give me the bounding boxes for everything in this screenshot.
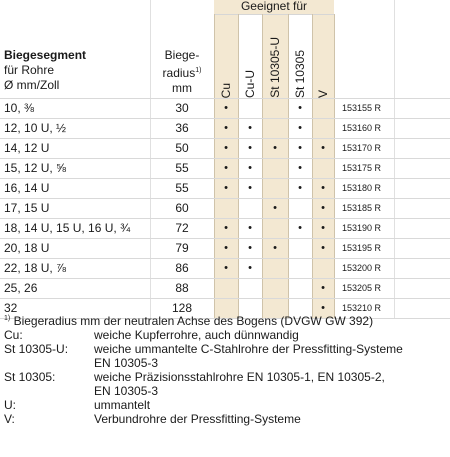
cell-v: • — [312, 239, 334, 258]
segment-header-title: Biegesegment — [4, 48, 87, 62]
abbreviation-key: V: — [4, 412, 15, 426]
col-divider — [312, 119, 313, 138]
abbreviation-key: St 10305: — [4, 370, 56, 384]
abbreviation-meaning — [94, 398, 444, 412]
cell-st10305u — [262, 99, 288, 118]
abbreviation-meaning — [94, 328, 444, 342]
cell-cu — [214, 279, 238, 298]
segment-header-sub2: Ø mm/Zoll — [4, 78, 60, 92]
col-divider — [394, 0, 395, 98]
col-divider — [214, 99, 215, 118]
cell-cu: • — [214, 219, 238, 238]
cell-cu: • — [214, 179, 238, 198]
cell-segment: 14, 12 U — [4, 141, 50, 155]
table-row — [0, 118, 450, 138]
col-divider — [288, 219, 289, 238]
col-divider — [312, 139, 313, 158]
radius-header-line1: Biege- — [164, 48, 200, 62]
col-label-cuu: Cu-U — [243, 69, 257, 98]
cell-st10305: • — [298, 142, 302, 154]
col-header-v — [312, 14, 334, 98]
col-divider — [334, 179, 335, 198]
cell-st10305u — [262, 179, 288, 198]
cell-st10305: • — [298, 162, 302, 174]
cell-cuu — [238, 279, 262, 298]
col-divider — [334, 219, 335, 238]
col-divider — [334, 139, 335, 158]
cell-radius: 60 — [175, 201, 189, 215]
col-divider — [334, 259, 335, 278]
col-label-st10305u: St 10305-U — [268, 37, 282, 98]
col-divider — [238, 139, 239, 158]
cell-st10305 — [288, 199, 312, 218]
col-divider — [238, 279, 239, 298]
table-row — [0, 238, 450, 258]
cell-article-code: 153205 R — [342, 283, 382, 293]
cell-st10305: • — [298, 182, 302, 194]
col-divider — [214, 179, 215, 198]
cell-cu: • — [214, 239, 238, 258]
col-divider — [312, 239, 313, 258]
col-divider — [288, 259, 289, 278]
abbreviation-meaning-line: weiche Präzisionsstahlrohre EN 10305-1, EN 10305-2, — [94, 370, 385, 384]
col-divider — [312, 179, 313, 198]
cell-radius: 36 — [175, 121, 189, 135]
col-divider — [312, 279, 313, 298]
col-divider — [262, 219, 263, 238]
cell-st10305u — [262, 159, 288, 178]
cell-st10305: • — [298, 122, 302, 134]
abbreviation-meaning — [94, 412, 444, 426]
notes-section — [4, 312, 444, 426]
cell-segment: 25, 26 — [4, 281, 38, 295]
abbreviation-item — [4, 398, 444, 412]
cell-radius: 50 — [175, 141, 189, 155]
cell-v — [312, 119, 334, 138]
cell-segment: 16, 14 U — [4, 181, 50, 195]
col-divider — [214, 239, 215, 258]
col-divider — [334, 119, 335, 138]
cell-radius: 86 — [175, 261, 189, 275]
abbreviation-item — [4, 412, 444, 426]
cell-cuu: • — [248, 262, 252, 274]
cell-v: • — [312, 279, 334, 298]
table-row — [0, 178, 450, 198]
col-divider — [334, 279, 335, 298]
abbreviation-meaning-line: weiche Kupferrohre, auch dünnwandig — [94, 328, 299, 342]
abbreviation-item — [4, 370, 444, 398]
col-label-v: V — [316, 89, 330, 98]
cell-article-code: 153160 R — [342, 123, 382, 133]
col-divider — [214, 159, 215, 178]
table-body — [0, 98, 450, 319]
cell-cuu: • — [248, 142, 252, 154]
col-divider — [288, 119, 289, 138]
abbreviation-meaning — [94, 342, 444, 370]
col-divider — [288, 159, 289, 178]
col-label-cu: Cu — [219, 82, 233, 98]
cell-v: • — [312, 299, 334, 318]
col-divider — [262, 239, 263, 258]
radius-column-header — [150, 48, 214, 96]
cell-st10305u: • — [262, 239, 288, 258]
col-divider — [334, 239, 335, 258]
col-divider — [288, 199, 289, 218]
col-divider — [262, 99, 263, 118]
col-divider — [312, 159, 313, 178]
col-divider — [312, 219, 313, 238]
abbreviation-key: Cu: — [4, 328, 23, 342]
col-divider — [262, 179, 263, 198]
cell-cu: • — [214, 139, 238, 158]
cell-st10305u: • — [262, 199, 288, 218]
cell-cu: • — [214, 159, 238, 178]
cell-cuu: • — [248, 182, 252, 194]
cell-segment: 10, ⅜ — [4, 101, 35, 115]
col-divider — [238, 239, 239, 258]
cell-segment: 18, 14 U, 15 U, 16 U, ¾ — [4, 221, 131, 235]
cell-article-code: 153185 R — [342, 203, 382, 213]
cell-cuu: • — [248, 242, 252, 254]
abbreviation-key: St 10305-U: — [4, 342, 69, 356]
abbreviation-item — [4, 342, 444, 370]
col-divider — [214, 279, 215, 298]
cell-article-code: 153175 R — [342, 163, 382, 173]
cell-radius: 55 — [175, 161, 189, 175]
col-divider — [214, 119, 215, 138]
cell-radius: 128 — [171, 301, 193, 315]
cell-v — [312, 259, 334, 278]
cell-article-code: 153190 R — [342, 223, 382, 233]
table-row — [0, 258, 450, 278]
cell-article-code: 153195 R — [342, 243, 382, 253]
abbreviation-list — [4, 328, 444, 426]
col-divider — [214, 199, 215, 218]
table-row — [0, 198, 450, 218]
cell-radius: 88 — [175, 281, 189, 295]
cell-article-code: 153155 R — [342, 103, 382, 113]
cell-cu: • — [214, 119, 238, 138]
radius-header-unit: mm — [172, 81, 192, 95]
abbreviation-meaning-line: EN 10305-3 — [94, 356, 159, 370]
cell-article-code: 153200 R — [342, 263, 382, 273]
col-header-st10305 — [288, 14, 312, 98]
col-divider — [238, 199, 239, 218]
table-row — [0, 98, 450, 118]
cell-cuu: • — [248, 222, 252, 234]
col-divider — [262, 159, 263, 178]
footnote — [4, 312, 444, 328]
col-label-st10305: St 10305 — [293, 49, 307, 98]
cell-segment: 32 — [4, 301, 18, 315]
cell-st10305: • — [298, 102, 302, 114]
cell-st10305: • — [298, 222, 302, 234]
cell-v: • — [312, 179, 334, 198]
cell-article-code: 153180 R — [342, 183, 382, 193]
cell-cu: • — [214, 259, 238, 278]
cell-cuu — [238, 99, 262, 118]
abbreviation-meaning — [94, 370, 444, 398]
cell-v: • — [312, 219, 334, 238]
cell-st10305u — [262, 219, 288, 238]
col-divider — [238, 259, 239, 278]
col-divider — [262, 259, 263, 278]
col-divider — [262, 119, 263, 138]
cell-cuu: • — [248, 162, 252, 174]
cell-st10305u — [262, 119, 288, 138]
table-row — [0, 138, 450, 158]
cell-segment: 20, 18 U — [4, 241, 50, 255]
abbreviation-meaning-line: weiche ummantelte C-Stahlrohre der Pressfitting-Systeme — [94, 342, 403, 356]
col-divider — [288, 139, 289, 158]
col-divider — [312, 199, 313, 218]
suitable-for-header: Geeignet für — [240, 0, 308, 13]
abbreviation-item — [4, 328, 444, 342]
table-row — [0, 158, 450, 178]
cell-v — [312, 99, 334, 118]
cell-st10305 — [288, 279, 312, 298]
cell-segment: 15, 12 U, ⅝ — [4, 161, 67, 175]
col-divider — [238, 179, 239, 198]
cell-cuu: • — [248, 122, 252, 134]
abbreviation-meaning-line: EN 10305-3 — [94, 384, 159, 398]
col-divider — [334, 14, 335, 98]
col-divider — [262, 139, 263, 158]
cell-cu — [214, 199, 238, 218]
col-divider — [238, 99, 239, 118]
footnote-text: Biegeradius mm der neutralen Achse des Bogens (DVGW GW 392) — [13, 314, 374, 328]
col-divider — [238, 119, 239, 138]
radius-footnote-mark: 1) — [195, 67, 202, 74]
col-divider — [214, 139, 215, 158]
col-divider — [312, 259, 313, 278]
cell-segment: 12, 10 U, ½ — [4, 121, 67, 135]
cell-radius: 79 — [175, 241, 189, 255]
col-header-st10305u — [262, 14, 288, 98]
cell-st10305 — [288, 259, 312, 278]
abbreviation-key: U: — [4, 398, 16, 412]
cell-radius: 30 — [175, 101, 189, 115]
col-divider — [334, 159, 335, 178]
col-divider — [214, 219, 215, 238]
cell-st10305u — [262, 279, 288, 298]
col-divider — [238, 219, 239, 238]
col-divider — [262, 199, 263, 218]
cell-st10305 — [288, 239, 312, 258]
cell-radius: 55 — [175, 181, 189, 195]
col-header-cuu — [238, 14, 262, 98]
col-divider — [334, 199, 335, 218]
col-divider — [312, 99, 313, 118]
cell-radius: 72 — [175, 221, 189, 235]
table-row — [0, 278, 450, 298]
col-divider — [238, 159, 239, 178]
segment-column-header — [4, 48, 86, 93]
cell-v: • — [312, 139, 334, 158]
cell-st10305u: • — [262, 139, 288, 158]
cell-article-code: 153210 R — [342, 303, 382, 313]
cell-cuu — [238, 199, 262, 218]
col-divider — [334, 99, 335, 118]
col-divider — [288, 279, 289, 298]
col-divider — [262, 279, 263, 298]
table-header — [0, 0, 450, 98]
cell-cu: • — [214, 99, 238, 118]
col-divider — [288, 99, 289, 118]
col-divider — [288, 179, 289, 198]
abbreviation-meaning-line: ummantelt — [94, 398, 151, 412]
radius-header-line2: radius — [162, 66, 196, 80]
cell-segment: 17, 15 U — [4, 201, 50, 215]
col-divider — [288, 239, 289, 258]
table-row — [0, 218, 450, 238]
segment-header-sub1: für Rohre — [4, 63, 55, 77]
cell-v: • — [312, 199, 334, 218]
cell-v — [312, 159, 334, 178]
col-divider — [214, 259, 215, 278]
footnote-mark: 1) — [4, 315, 11, 322]
cell-st10305u — [262, 259, 288, 278]
cell-segment: 22, 18 U, ⅞ — [4, 261, 67, 275]
abbreviation-meaning-line: Verbundrohre der Pressfitting-Systeme — [94, 412, 301, 426]
col-header-cu — [214, 14, 238, 98]
cell-article-code: 153170 R — [342, 143, 382, 153]
